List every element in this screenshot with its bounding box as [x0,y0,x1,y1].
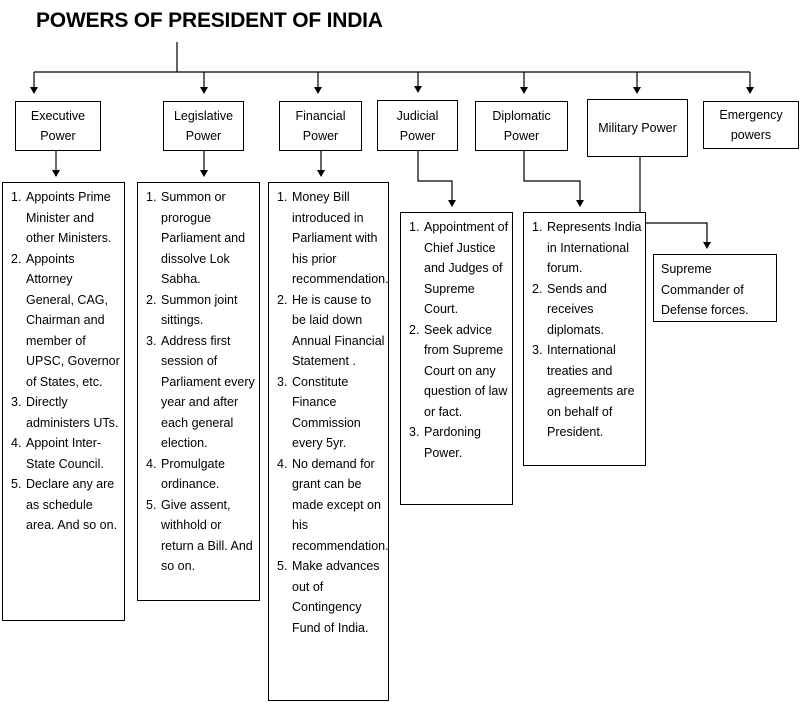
list-item: 2. Appoints Attorney General, CAG, Chairman and member of UPSC, Governor of States, etc. [11,251,120,389]
diplomatic-power-list [530,217,642,443]
category-emergency [703,101,799,149]
list-item: 4. Appoint Inter-State Council. [11,436,104,471]
diagram-title: POWERS OF PRESIDENT OF INDIA [36,9,383,32]
category-judicial-label: Judicial Power [396,108,439,143]
judicial-power-list [407,217,509,463]
military-power-text: Supreme Commander of Defense forces. [661,262,749,317]
category-legislative [163,101,244,151]
list-item: 3. International treaties and agreements are on behalf of President. [532,343,635,439]
category-executive [15,101,101,151]
list-item: 5. Make advances out of Contingency Fund of India. [277,559,380,635]
list-item: 1. Summon or prorogue Parliament and dissolve Lok Sabha. [146,190,246,286]
executive-power-list [9,187,121,536]
category-military-label: Military Power [598,121,677,135]
list-item: 1. Money Bill introduced in Parliament with his prior recommendation. [277,190,389,286]
category-executive-label: Executive Power [30,109,86,143]
list-item: 3. Pardoning Power. [409,425,481,460]
detail-diplomatic [523,212,646,466]
list-item: 2. Sends and receives diplomats. [532,281,607,337]
detail-executive [2,182,125,621]
list-item: 1. Appoints Prime Minister and other Ministers. [11,190,112,245]
category-financial [279,101,362,151]
list-item: 5. Declare any are as schedule area. And so on. [11,477,118,532]
list-item: 4. Promulgate ordinance. [146,456,225,491]
category-emergency-label: Emergency powers [719,108,783,142]
list-item: 1. Appointment of Chief Justice and Judges of Supreme Court. [409,220,509,316]
detail-legislative [137,182,260,601]
list-item: 3. Directly administers UTs. [11,395,119,430]
list-item: 4. No demand for grant can be made except on his recommendation. [277,456,389,553]
list-item: 3. Constitute Finance Commission every 5yr. [277,374,361,450]
list-item: 2. Seek advice from Supreme Court on any question of law or fact. [409,322,508,419]
category-legislative-label: Legislative Power [173,109,234,143]
arrow-judicial-detail [418,151,452,206]
list-item: 1. Represents India in International forum. [532,220,642,275]
financial-power-list [275,187,389,638]
arrow-diplomatic-detail [524,151,580,206]
arrow-military-detail [640,157,707,248]
category-military [587,99,688,157]
list-item: 5. Give assent, withhold or return a Bill. And so on. [146,497,253,573]
category-financial-label: Financial Power [295,109,346,143]
list-item: 2. He is cause to be laid down Annual Financial Statement . [277,292,385,368]
legislative-power-list [144,187,256,577]
category-diplomatic [475,101,568,151]
list-item: 2. Summon joint sittings. [146,292,238,327]
detail-judicial [400,212,513,505]
category-diplomatic-label: Diplomatic Power [492,109,551,143]
detail-financial [268,182,389,701]
detail-military [653,254,777,322]
category-judicial [377,100,458,151]
list-item: 3. Address first session of Parliament every year and after each general election. [146,333,255,450]
